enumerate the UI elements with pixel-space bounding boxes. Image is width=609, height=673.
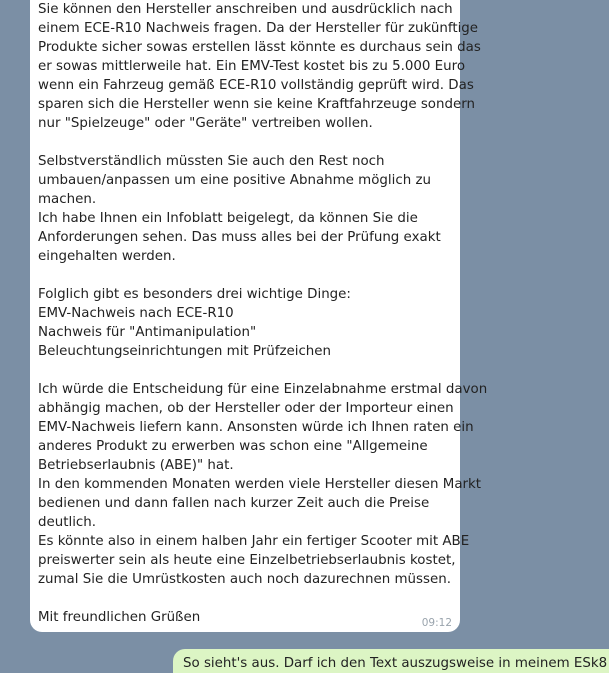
- message-line: Ich habe Ihnen ein Infoblatt beigelegt, da können Sie die: [38, 211, 418, 226]
- outgoing-message-text: [183, 654, 608, 673]
- incoming-message-bubble[interactable]: [30, 0, 488, 632]
- message-line: Nachweis für "Antimanipulation": [38, 325, 257, 340]
- message-paragraph: [38, 285, 452, 361]
- message-line: deutlich.: [38, 515, 97, 530]
- message-line: EMV-Nachweis liefern kann. Ansonsten würde ich Ihnen raten ein: [38, 420, 474, 435]
- message-line: Ich würde die Entscheidung für eine Einzelabnahme erstmal davon: [38, 382, 488, 397]
- incoming-message-text: [38, 0, 488, 627]
- message-line: EMV-Nachweis nach ECE-R10: [38, 306, 234, 321]
- message-line: wenn ein Fahrzeug gemäß ECE-R10 vollständig geprüft wird. Das: [38, 78, 474, 93]
- message-line: In den kommenden Monaten werden viele Hersteller diesen Markt: [38, 477, 482, 492]
- message-line: er sowas mittlerweile hat. Ein EMV-Test kostet bis zu 5.000 Euro: [38, 59, 466, 74]
- message-line: anderes Produkt zu erwerben was schon eine "Allgemeine: [38, 439, 428, 454]
- message-line: Beleuchtungseinrichtungen mit Prüfzeichen: [38, 344, 332, 359]
- message-paragraph: [38, 380, 488, 589]
- message-line: eingehalten werden.: [38, 249, 176, 264]
- message-line: Mit freundlichen Grüßen: [38, 610, 201, 625]
- message-line: Es könnte also in einem halben Jahr ein fertiger Scooter mit ABE: [38, 534, 470, 549]
- message-timestamp: 09:12: [421, 617, 452, 629]
- message-line: umbauen/anpassen um eine positive Abnahme möglich zu: [38, 173, 431, 188]
- message-line: einem ECE-R10 Nachweis fragen. Da der Hersteller für zukünftige: [38, 21, 479, 36]
- message-line: Selbstverständlich müssten Sie auch den Rest noch: [38, 154, 385, 169]
- message-line: preiswerter sein als heute eine Einzelbetriebserlaubnis kostet,: [38, 553, 456, 568]
- message-line: So sieht's aus. Darf ich den Text auszugsweise in meinem ESk8: [183, 656, 608, 671]
- message-line: Produkte sicher sowas erstellen lässt könnte es durchaus sein das: [38, 40, 481, 55]
- outgoing-message-bubble[interactable]: [173, 649, 609, 673]
- message-paragraph: [38, 608, 452, 627]
- message-line: Anforderungen sehen. Das muss alles bei der Prüfung exakt: [38, 230, 441, 245]
- message-paragraph: [38, 152, 452, 266]
- message-line: Folglich gibt es besonders drei wichtige Dinge:: [38, 287, 351, 302]
- message-paragraph: [38, 0, 481, 133]
- message-line: machen.: [38, 192, 97, 207]
- message-line: Sie können den Hersteller anschreiben und ausdrücklich nach: [38, 2, 453, 17]
- message-line: zumal Sie die Umrüstkosten auch noch dazurechnen müssen.: [38, 572, 451, 587]
- message-line: sparen sich die Hersteller wenn sie keine Kraftfahrzeuge sondern: [38, 97, 475, 112]
- message-line: bedienen und dann fallen nach kurzer Zeit auch die Preise: [38, 496, 430, 511]
- message-line: Betriebserlaubnis (ABE)" hat.: [38, 458, 234, 473]
- message-line: nur "Spielzeuge" oder "Geräte" vertreiben wollen.: [38, 116, 373, 131]
- message-line: abhängig machen, ob der Hersteller oder der Importeur einen: [38, 401, 454, 416]
